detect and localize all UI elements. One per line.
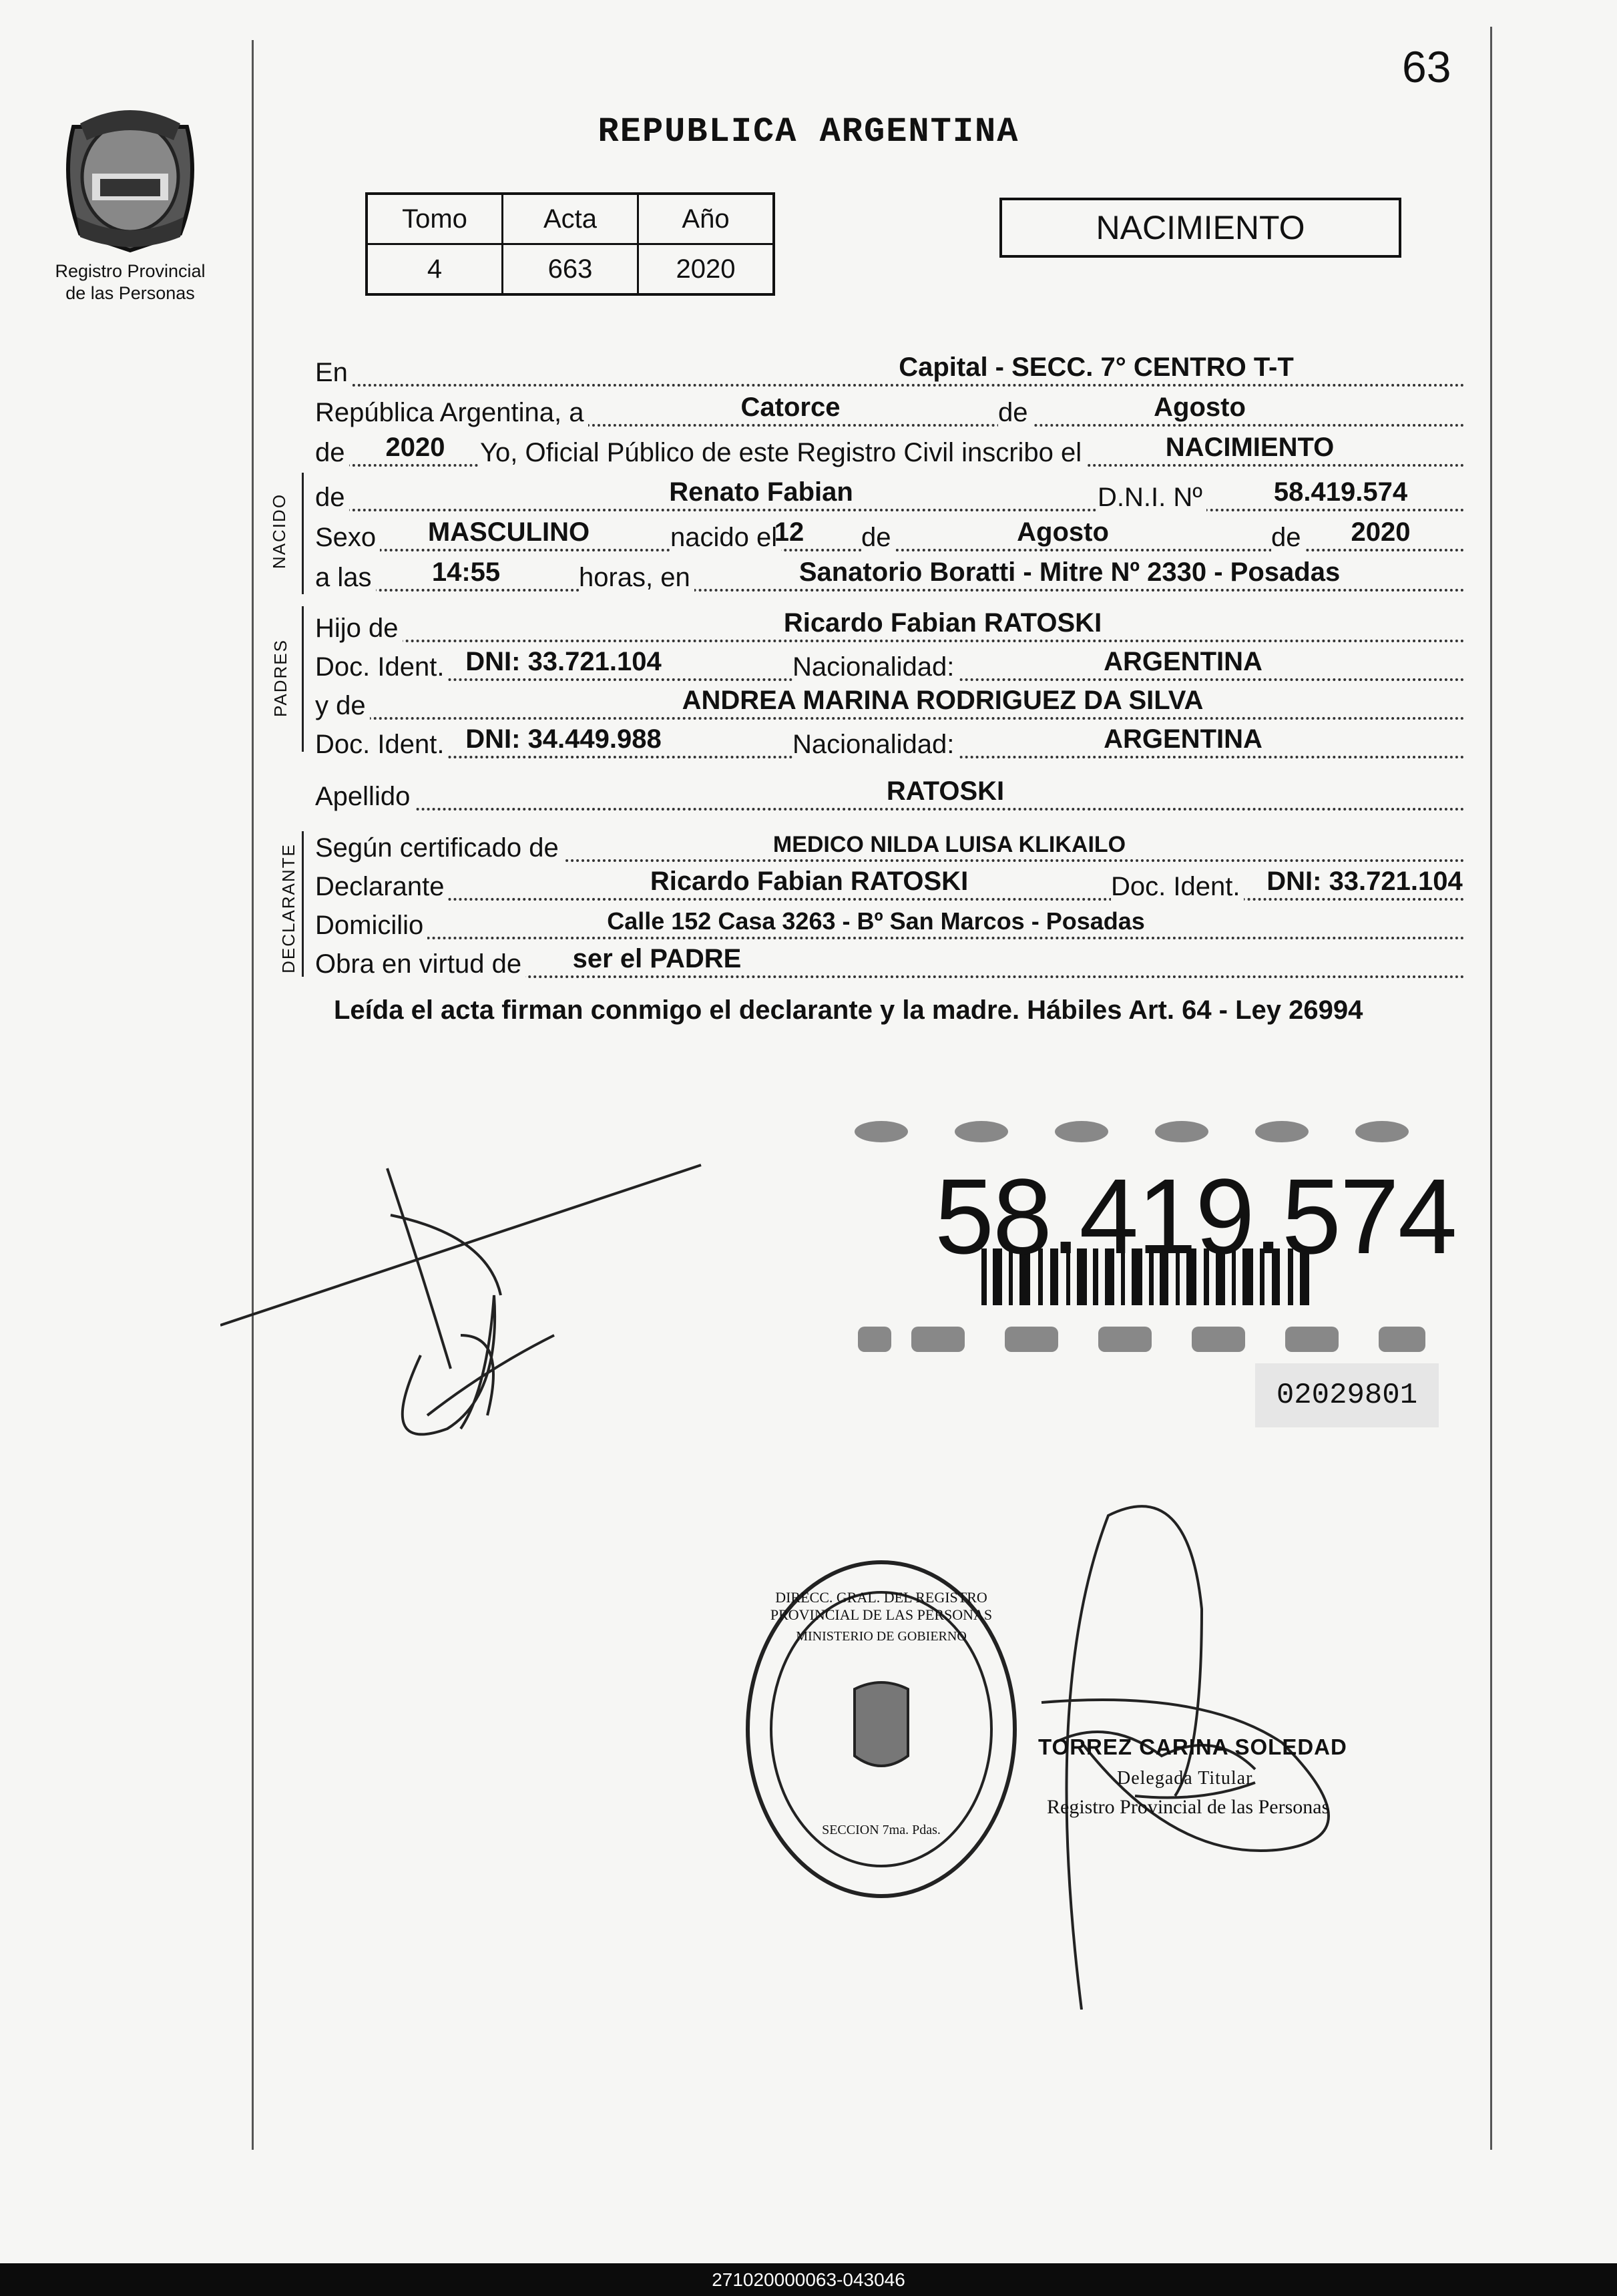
father-doc-value: DNI: 33.721.104: [465, 647, 662, 676]
left-margin-line: [252, 40, 254, 2150]
document-title: REPUBLICA ARGENTINA: [598, 112, 1019, 152]
inscribo-label: Yo, Oficial Público de este Registro Civil inscribo el: [480, 438, 1086, 468]
official-office: Registro Provincial de las Personas: [1047, 1796, 1330, 1818]
acta-header: Acta: [503, 194, 638, 244]
nacido-bracket: [302, 473, 304, 594]
day-value: Catorce: [740, 393, 841, 422]
side-label-padres: PADRES: [270, 639, 290, 717]
row-obra: [315, 942, 1465, 978]
birth-year-value: 2020: [1351, 517, 1411, 547]
official-title: Delegada Titular: [1117, 1768, 1253, 1789]
name-label: de: [315, 483, 349, 513]
mother-value: ANDREA MARINA RODRIGUEZ DA SILVA: [682, 686, 1204, 715]
anio-header: Año: [638, 194, 774, 244]
hijo-label: Hijo de: [315, 614, 403, 644]
cert-label: Según certificado de: [315, 833, 563, 863]
father-value: Ricardo Fabian RATOSKI: [783, 608, 1102, 638]
dni-label: D.N.I. Nº: [1098, 483, 1206, 513]
place-value: Sanatorio Boratti - Mitre Nº 2330 - Posadas: [798, 557, 1341, 587]
dni-value: 58.419.574: [1273, 477, 1408, 507]
declarante-label: Declarante: [315, 872, 448, 902]
de3-label: de: [861, 523, 895, 553]
row-date: [315, 391, 1465, 427]
reference-table: [365, 192, 775, 296]
de4-label: de: [1271, 523, 1305, 553]
row-mother-doc: [315, 722, 1465, 758]
row-en: [315, 351, 1465, 387]
en-value: Capital - SECC. 7° CENTRO T-T: [899, 353, 1294, 382]
nacido-label: nacido el: [670, 523, 781, 553]
registry-label-line1: Registro Provincial: [55, 261, 206, 281]
footer-code: 271020000063-043046: [0, 2263, 1617, 2296]
apellido-value: RATOSKI: [886, 776, 1005, 806]
right-margin-line: [1490, 27, 1492, 2150]
row-declarante: [315, 865, 1465, 901]
mother-nat-value: ARGENTINA: [1104, 724, 1262, 754]
tomo-value: 4: [367, 244, 503, 295]
father-nat-value: ARGENTINA: [1104, 647, 1262, 676]
page-number: 63: [1402, 42, 1451, 91]
alas-label: a las: [315, 563, 376, 593]
stamp-serial: 02029801: [1255, 1363, 1439, 1427]
acta-value: 663: [503, 244, 638, 295]
row-apellido: [315, 774, 1465, 811]
declarant-signature: [220, 1135, 728, 1482]
birth-day-value: 12: [774, 517, 804, 547]
seal-inner-text: MINISTERIO DE GOBIERNO: [796, 1629, 967, 1644]
name-value: Renato Fabian: [669, 477, 853, 507]
birth-month-value: Agosto: [1017, 517, 1109, 547]
row-inscribo: [315, 431, 1465, 467]
time-value: 14:55: [431, 557, 501, 587]
registry-label: [27, 260, 234, 304]
record-type-box: NACIMIENTO: [999, 198, 1401, 258]
de2-label: de: [315, 438, 349, 468]
crest-logo: [60, 100, 200, 254]
row-place: [315, 555, 1465, 592]
inscribo-value: NACIMIENTO: [1165, 433, 1335, 462]
sexo-value: MASCULINO: [427, 517, 590, 547]
side-label-nacido: NACIDO: [269, 493, 290, 569]
yde-label: y de: [315, 691, 370, 721]
tomo-header: Tomo: [367, 194, 503, 244]
row-father: [315, 606, 1465, 642]
padres-bracket: [302, 606, 304, 752]
row-father-doc: [315, 645, 1465, 681]
declarante-value: Ricardo Fabian RATOSKI: [650, 867, 969, 896]
registry-label-line2: de las Personas: [65, 283, 195, 303]
declarante-doc-label: Doc. Ident.: [1111, 872, 1244, 902]
row-cert: [315, 826, 1465, 862]
declarante-doc-value: DNI: 33.721.104: [1266, 867, 1463, 896]
domicilio-label: Domicilio: [315, 911, 427, 941]
row-sexo: [315, 515, 1465, 551]
obra-label: Obra en virtud de: [315, 949, 525, 979]
official-seal: [741, 1556, 1021, 1903]
official-name: TORREZ CARINA SOLEDAD: [1038, 1735, 1347, 1759]
father-doc-label: Doc. Ident.: [315, 652, 448, 682]
horas-label: horas, en: [579, 563, 694, 593]
seal-outer-text: DIRECC. GRAL. DEL REGISTRO PROVINCIAL DE LAS PERSONAS: [770, 1589, 993, 1623]
mother-doc-value: DNI: 34.449.988: [465, 724, 662, 754]
obra-value: ser el PADRE: [572, 944, 742, 973]
apellido-label: Apellido: [315, 782, 414, 812]
en-label: En: [315, 358, 352, 388]
de-label: de: [998, 398, 1032, 428]
republica-label: República Argentina, a: [315, 398, 588, 428]
mother-doc-label: Doc. Ident.: [315, 730, 448, 760]
month-value: Agosto: [1154, 393, 1246, 422]
anio-value: 2020: [638, 244, 774, 295]
mother-nat-label: Nacionalidad:: [792, 730, 958, 760]
stamp-number: 58.419.574: [935, 1156, 1456, 1276]
sexo-label: Sexo: [315, 523, 380, 553]
closing-statement: Leída el acta firman conmigo el declarante y la madre. Hábiles Art. 64 - Ley 26994: [334, 995, 1363, 1025]
father-nat-label: Nacionalidad:: [792, 652, 958, 682]
domicilio-value: Calle 152 Casa 3263 - Bº San Marcos - Posadas: [607, 907, 1145, 935]
seal-section-text: SECCION 7ma. Pdas.: [822, 1823, 941, 1837]
row-domicilio: [315, 903, 1465, 939]
side-label-declarante: DECLARANTE: [278, 843, 298, 973]
row-name: [315, 475, 1465, 511]
year-value: 2020: [385, 433, 445, 462]
row-mother: [315, 684, 1465, 720]
declarante-bracket: [302, 831, 304, 977]
cert-value: MEDICO NILDA LUISA KLIKAILO: [772, 832, 1126, 857]
